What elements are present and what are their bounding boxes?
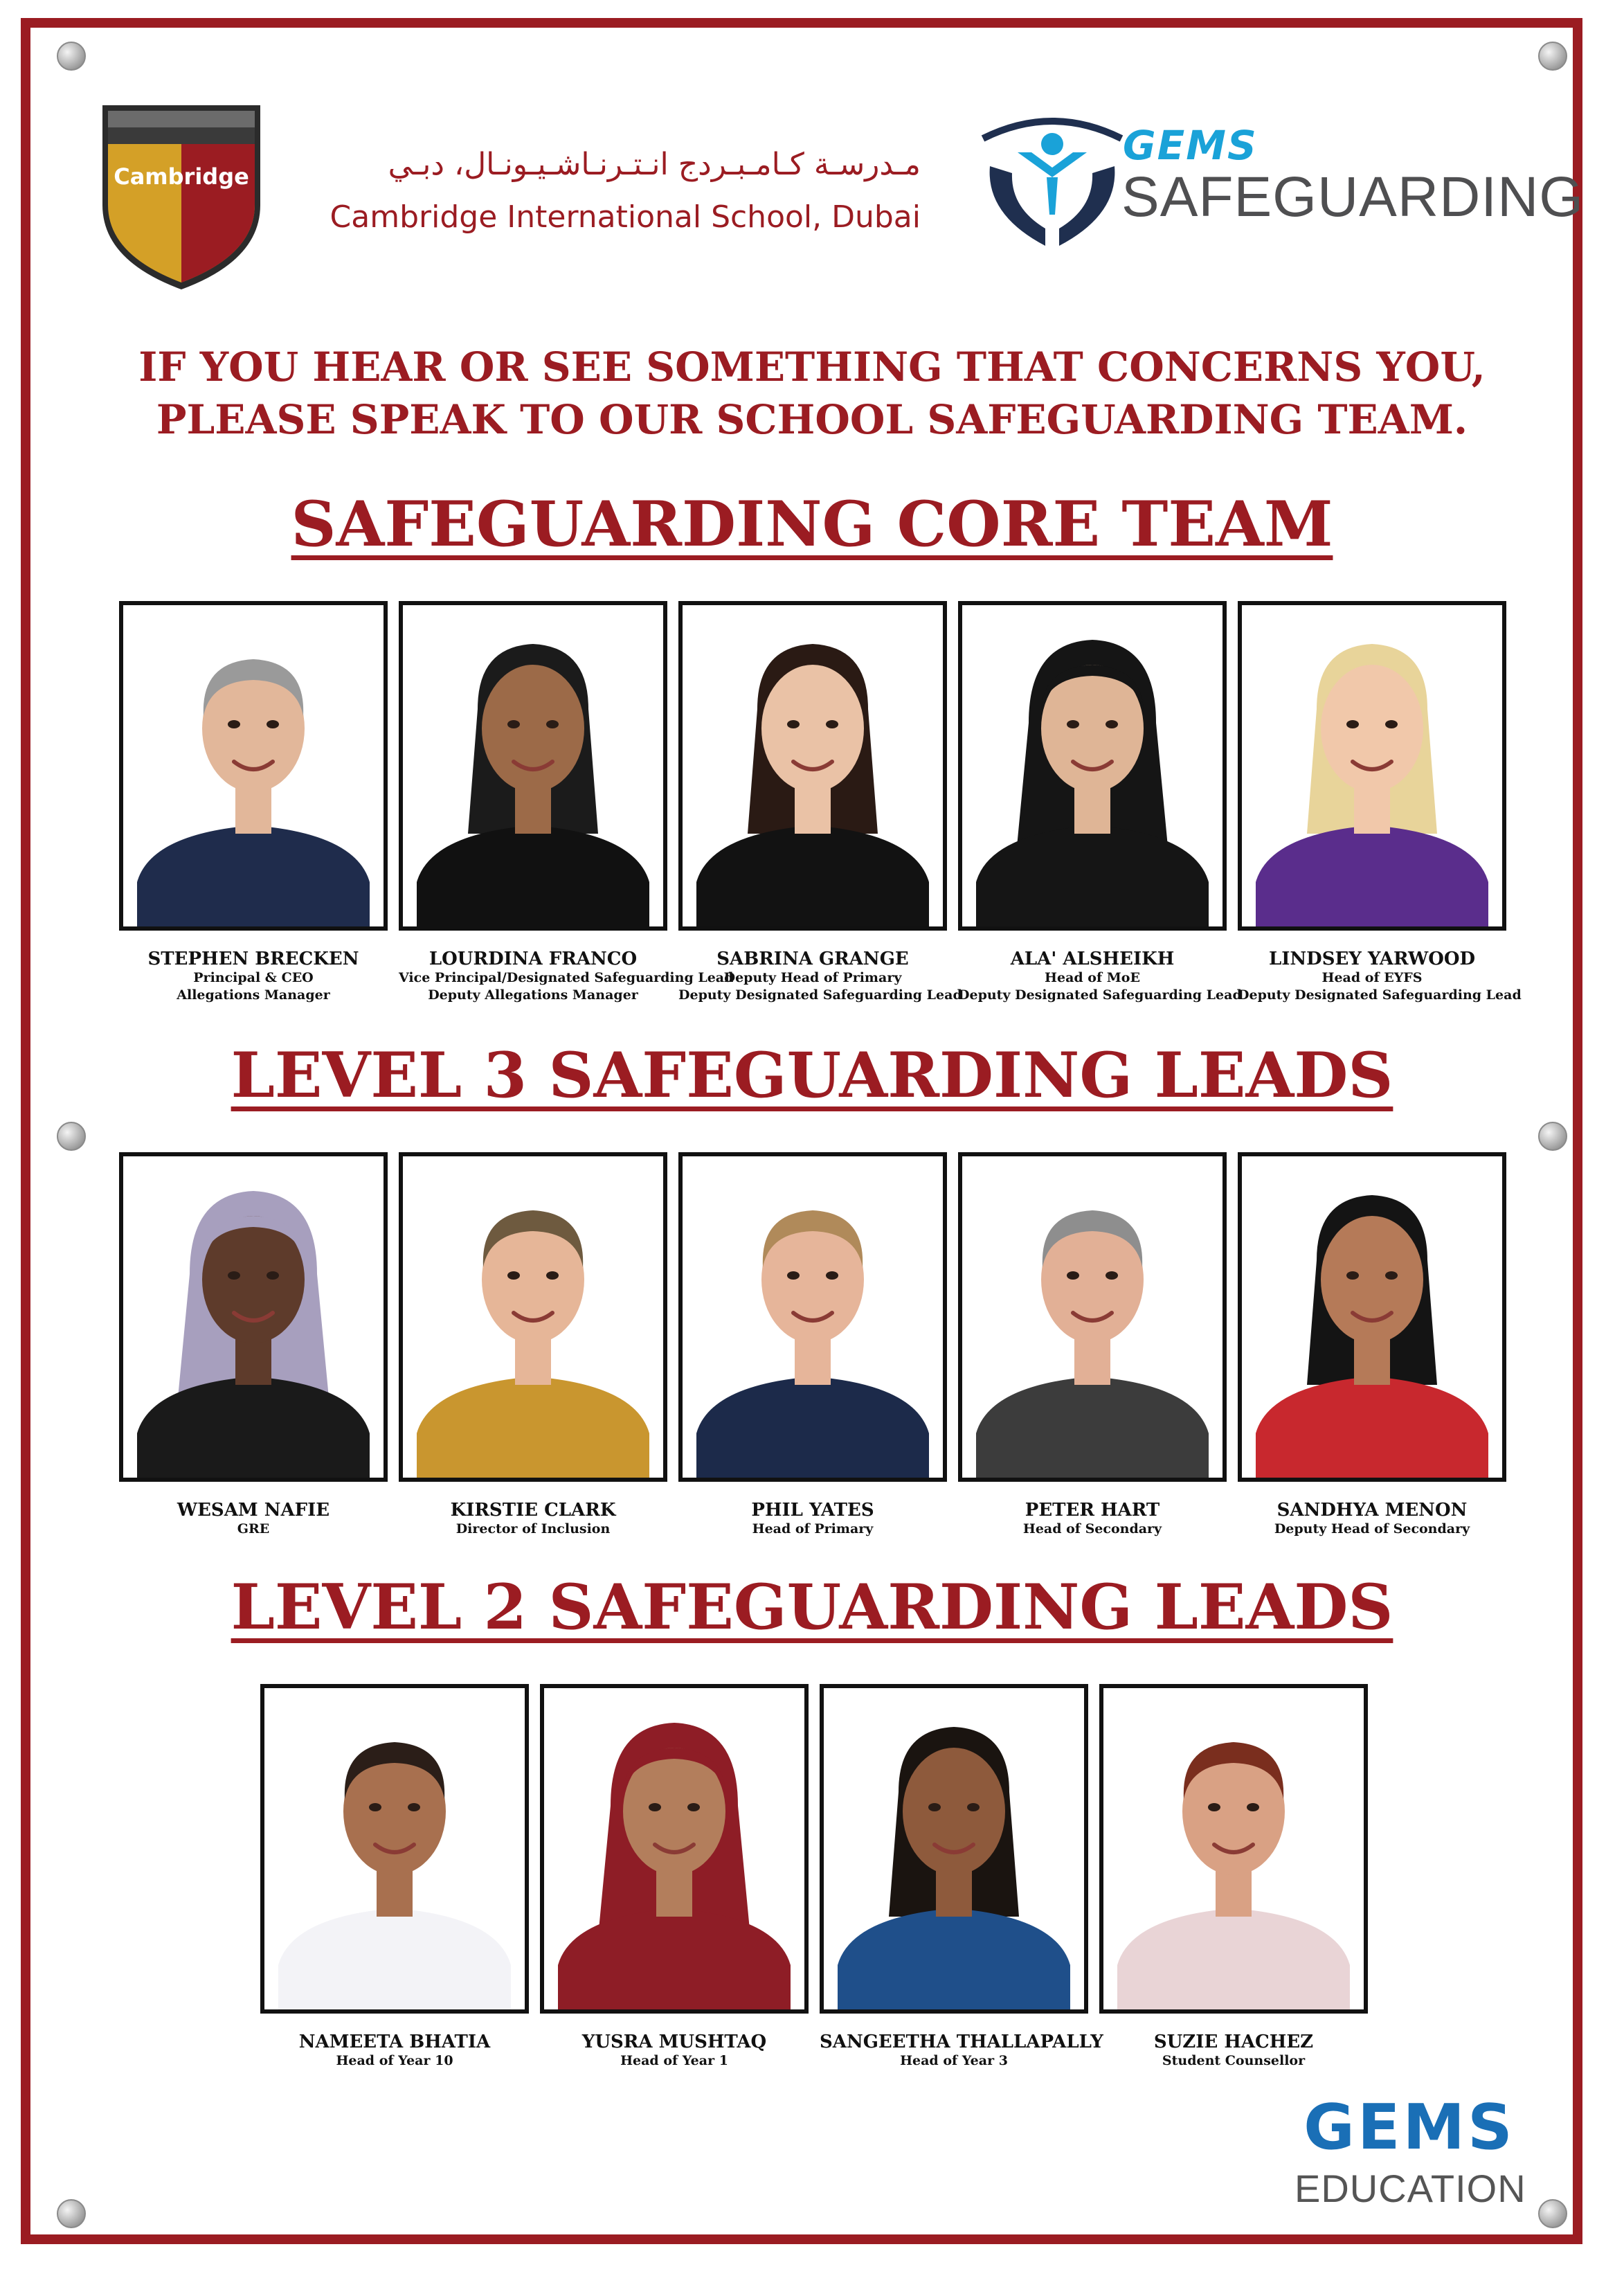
person-role: Vice Principal/Designated Safeguarding Lead	[399, 970, 734, 985]
gems-safeguarding-hands-icon	[969, 111, 1135, 249]
person-name: PETER HART	[1025, 1500, 1160, 1521]
portrait-illustration	[683, 1156, 943, 1478]
portrait-photo	[399, 601, 667, 931]
person-card	[119, 601, 388, 1004]
portrait-photo	[820, 1684, 1088, 2014]
person-role: Head of Year 3	[900, 2053, 1008, 2068]
person-name: ALA' ALSHEIKH	[1010, 949, 1175, 969]
portrait-illustration	[403, 605, 663, 926]
school-name-english: Cambridge International School, Dubai	[330, 199, 921, 235]
portrait-photo	[678, 1152, 947, 1482]
person-card	[260, 1684, 529, 2070]
portrait-photo	[958, 601, 1227, 931]
portrait-photo	[540, 1684, 809, 2014]
person-role: Deputy Designated Safeguarding Lead	[678, 987, 962, 1003]
screw-icon	[1538, 42, 1567, 71]
screw-icon	[57, 2199, 86, 2228]
person-role: Head of Primary	[752, 1521, 874, 1536]
safeguarding-brand-text: SAFEGUARDING	[1121, 165, 1585, 229]
screw-icon	[57, 1122, 86, 1151]
portrait-photo	[119, 1152, 388, 1482]
screw-icon	[1538, 2199, 1567, 2228]
portrait-photo	[1238, 601, 1506, 931]
portrait-photo	[1238, 1152, 1506, 1482]
person-role: Deputy Designated Safeguarding Lead	[1238, 987, 1522, 1003]
portrait-illustration	[123, 1156, 384, 1478]
person-card	[540, 1684, 809, 2070]
portrait-illustration	[1242, 605, 1502, 926]
gems-brand-text: GEMS	[1123, 122, 1258, 169]
portrait-illustration	[962, 1156, 1222, 1478]
screw-icon	[1538, 1122, 1567, 1151]
person-role: Deputy Designated Safeguarding Lead	[958, 987, 1242, 1003]
person-name: LINDSEY YARWOOD	[1268, 949, 1476, 969]
person-card	[678, 1152, 947, 1538]
portrait-photo	[1099, 1684, 1368, 2014]
school-name-arabic: مـدرسـة كـامـبـردج انـتـرنـاشـيـونـال، دبـي	[388, 147, 921, 182]
person-name: SANDHYA MENON	[1276, 1500, 1468, 1521]
person-card	[958, 601, 1242, 1004]
person-card	[1099, 1684, 1368, 2070]
person-name: STEPHEN BRECKEN	[147, 949, 359, 969]
person-card	[1238, 1152, 1506, 1538]
portrait-illustration	[403, 1156, 663, 1478]
person-role: Principal & CEO	[193, 970, 314, 985]
person-role: GRE	[237, 1521, 270, 1536]
portrait-photo	[678, 601, 947, 931]
person-card	[678, 601, 962, 1004]
person-name: SUZIE HACHEZ	[1153, 2032, 1314, 2052]
portrait-photo	[119, 601, 388, 931]
gems-education-logo: GEMS	[1303, 2091, 1515, 2164]
person-name: PHIL YATES	[751, 1500, 874, 1521]
person-name: SABRINA GRANGE	[716, 949, 909, 969]
person-role: Deputy Allegations Manager	[428, 987, 638, 1003]
person-role: Deputy Head of Primary	[723, 970, 902, 985]
person-card	[399, 1152, 667, 1538]
portrait-photo	[958, 1152, 1227, 1482]
person-role: Director of Inclusion	[455, 1521, 611, 1536]
person-name: WESAM NAFIE	[177, 1500, 330, 1521]
screw-icon	[57, 42, 86, 71]
person-name: SANGEETHA THALLAPALLY	[820, 2032, 1103, 2052]
portrait-illustration	[1103, 1688, 1364, 2009]
person-role: Head of Year 10	[336, 2053, 453, 2068]
person-name: NAMEETA BHATIA	[298, 2032, 491, 2052]
shield-label: Cambridge	[114, 163, 249, 190]
person-role: Head of Secondary	[1022, 1521, 1162, 1536]
cambridge-shield-logo	[98, 101, 264, 294]
person-name: KIRSTIE CLARK	[450, 1500, 616, 1521]
section-title-level-3: LEVEL 3 SAFEGUARDING LEADS	[231, 1039, 1393, 1112]
person-card	[958, 1152, 1227, 1538]
tagline-line-1: IF YOU HEAR OR SEE SOMETHING THAT CONCERNS YOU,	[138, 343, 1486, 391]
person-role: Head of Year 1	[620, 2053, 728, 2068]
section-title-core-team: SAFEGUARDING CORE TEAM	[291, 487, 1333, 561]
portrait-photo	[260, 1684, 529, 2014]
portrait-photo	[399, 1152, 667, 1482]
person-name: YUSRA MUSHTAQ	[581, 2032, 767, 2052]
portrait-illustration	[683, 605, 943, 926]
portrait-illustration	[264, 1688, 525, 2009]
portrait-illustration	[123, 605, 384, 926]
person-card	[820, 1684, 1103, 2070]
tagline-line-2: PLEASE SPEAK TO OUR SCHOOL SAFEGUARDING TEAM.	[156, 396, 1468, 443]
person-role: Head of EYFS	[1321, 970, 1423, 985]
person-role: Deputy Head of Secondary	[1274, 1521, 1470, 1536]
gems-education-subtitle: EDUCATION	[1294, 2167, 1526, 2210]
portrait-illustration	[962, 605, 1222, 926]
person-card	[1238, 601, 1522, 1004]
person-card	[399, 601, 734, 1004]
person-card	[119, 1152, 388, 1538]
portrait-illustration	[544, 1688, 804, 2009]
section-title-level-2: LEVEL 2 SAFEGUARDING LEADS	[231, 1570, 1393, 1644]
person-role: Head of MoE	[1045, 970, 1140, 985]
portrait-illustration	[824, 1688, 1084, 2009]
portrait-illustration	[1242, 1156, 1502, 1478]
person-role: Allegations Manager	[177, 987, 330, 1003]
person-role: Student Counsellor	[1162, 2053, 1306, 2068]
person-name: LOURDINA FRANCO	[428, 949, 638, 969]
